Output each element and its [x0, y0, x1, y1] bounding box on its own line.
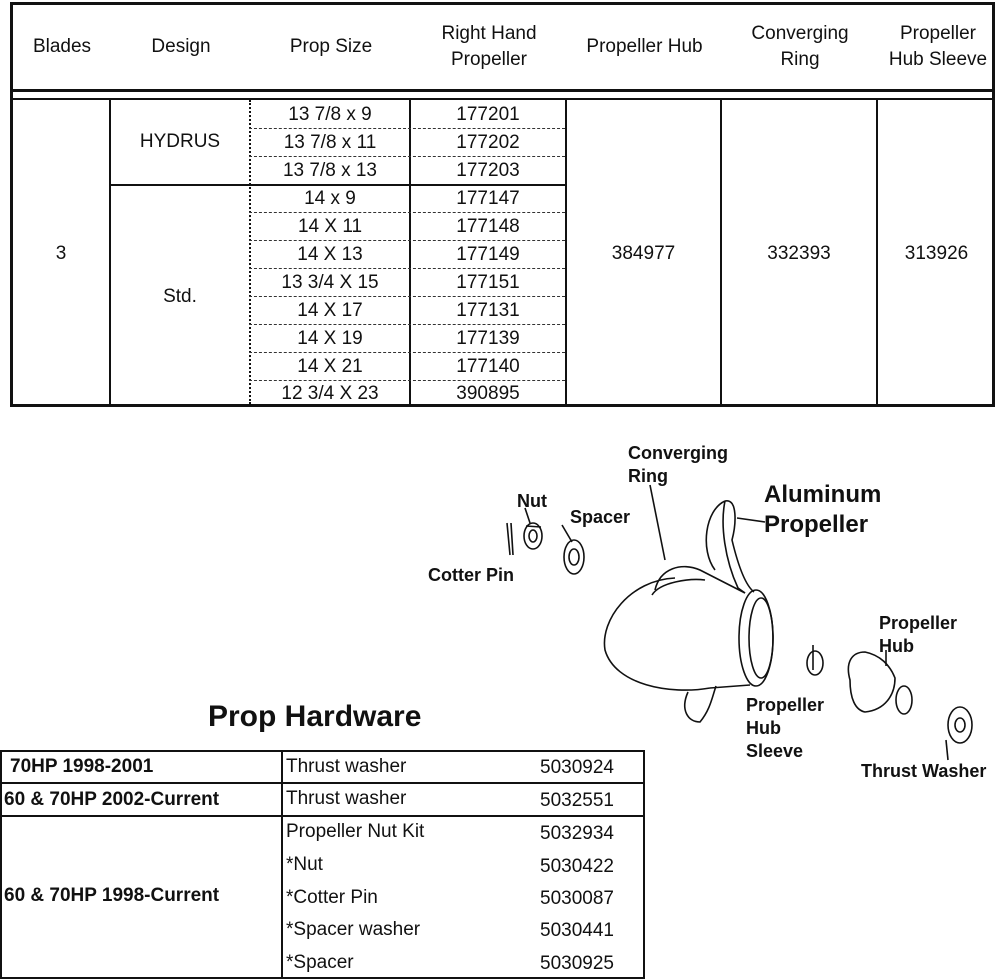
prop-size-cell: 13 3/4 X 15 — [281, 271, 379, 293]
header-right-hand-propeller — [411, 5, 567, 89]
prop-size-cell: 12 3/4 X 23 — [281, 383, 379, 404]
table-header — [13, 5, 992, 92]
label-hub-sleeve: Propeller Hub Sleeve — [746, 695, 825, 761]
hardware-part-name: *Spacer washer — [286, 919, 421, 940]
label-cotter-pin: Cotter Pin — [428, 565, 515, 585]
label-converging-ring: Converging Ring — [628, 443, 729, 486]
hardware-group-label: 70HP 1998-2001 — [10, 756, 154, 777]
propeller-spinner-shape — [604, 578, 710, 690]
propeller-hub-part: 384977 — [611, 242, 676, 264]
header-ring-line2: Ring — [780, 49, 820, 70]
propeller-part-cell: 177139 — [456, 327, 520, 349]
propeller-part-cell: 177201 — [456, 103, 520, 125]
header-right-hand-line2: Propeller — [450, 49, 528, 70]
propeller-part-cell: 177202 — [456, 131, 520, 153]
prop-size-cell: 13 7/8 x 11 — [283, 131, 377, 153]
hardware-group-label: 60 & 70HP 1998-Current — [4, 885, 220, 906]
hardware-part-number: 5030087 — [540, 888, 614, 909]
hardware-part-number: 5030441 — [540, 920, 614, 941]
header-sleeve-line1: Propeller — [899, 23, 977, 44]
hardware-part-name: Propeller Nut Kit — [286, 821, 425, 842]
hardware-group-label: 60 & 70HP 2002-Current — [4, 789, 220, 810]
header-propeller-hub: Propeller Hub — [586, 36, 703, 57]
hardware-part-name: Thrust washer — [286, 788, 407, 809]
converging-ring-part: 332393 — [767, 242, 831, 264]
label-nut: Nut — [517, 491, 547, 511]
header-converging-ring — [722, 5, 878, 89]
propeller-hub-shape — [848, 652, 895, 712]
header-ring-line1: Converging — [751, 23, 849, 44]
prop-hardware-title: Prop Hardware — [208, 700, 422, 733]
hardware-part-number: 5030924 — [540, 757, 614, 778]
hardware-part-name: *Nut — [286, 854, 323, 875]
prop-size-cell: 14 X 21 — [297, 355, 363, 377]
prop-size-cell: 13 7/8 x 9 — [288, 103, 372, 125]
label-spacer: Spacer — [570, 507, 631, 527]
hub-sleeve-shape — [807, 651, 823, 675]
prop-size-cell: 14 X 11 — [297, 215, 363, 237]
label-thrust-washer: Thrust Washer — [861, 761, 987, 781]
header-blades: Blades — [32, 36, 92, 57]
hardware-table — [0, 750, 645, 979]
propeller-part-cell: 177147 — [456, 187, 520, 209]
prop-size-cell: 14 x 9 — [304, 187, 356, 209]
propeller-part-cell: 177140 — [456, 355, 520, 377]
propeller-part-cell: 177131 — [456, 299, 520, 321]
propeller-part-cell: 177148 — [456, 215, 520, 237]
hardware-part-number: 5030422 — [540, 856, 614, 877]
design-std: Std. — [163, 285, 197, 307]
header-sleeve-line2: Hub Sleeve — [888, 49, 988, 70]
prop-size-cell: 14 X 13 — [297, 243, 363, 265]
header-prop-size: Prop Size — [289, 36, 373, 57]
spacer-shape — [564, 540, 584, 574]
cotter-pin-shape — [507, 523, 510, 555]
hardware-part-name: *Cotter Pin — [286, 887, 378, 908]
blades-value: 3 — [55, 242, 67, 264]
propeller-part-cell: 177149 — [456, 243, 520, 265]
hardware-part-name: *Spacer — [286, 952, 354, 973]
propeller-part-cell: 177203 — [456, 159, 520, 181]
prop-size-cell: 14 X 19 — [297, 327, 363, 349]
hardware-part-number: 5032934 — [540, 823, 614, 844]
hub-sleeve-part: 313926 — [904, 242, 969, 264]
label-aluminum-propeller: Aluminum Propeller — [764, 481, 882, 538]
header-hub-sleeve — [878, 5, 997, 89]
propeller-table — [10, 2, 995, 407]
hardware-part-number: 5032551 — [540, 790, 614, 811]
prop-size-cell: 13 7/8 x 13 — [282, 159, 378, 181]
hardware-part-number: 5030925 — [540, 953, 614, 974]
hardware-part-name: Thrust washer — [286, 756, 407, 777]
header-divider — [13, 92, 992, 100]
lower-blade-shape — [685, 686, 716, 722]
thrust-washer-shape — [948, 707, 972, 743]
propeller-exploded-diagram — [420, 430, 997, 790]
propeller-part-cell: 390895 — [456, 383, 520, 404]
label-propeller-hub: Propeller Hub — [879, 613, 958, 656]
header-right-hand-line1: Right Hand — [441, 23, 537, 44]
header-design: Design — [151, 36, 211, 57]
propeller-part-cell: 177151 — [456, 271, 520, 293]
prop-size-cell: 14 X 17 — [297, 299, 363, 321]
design-hydrus: HYDRUS — [139, 131, 221, 152]
